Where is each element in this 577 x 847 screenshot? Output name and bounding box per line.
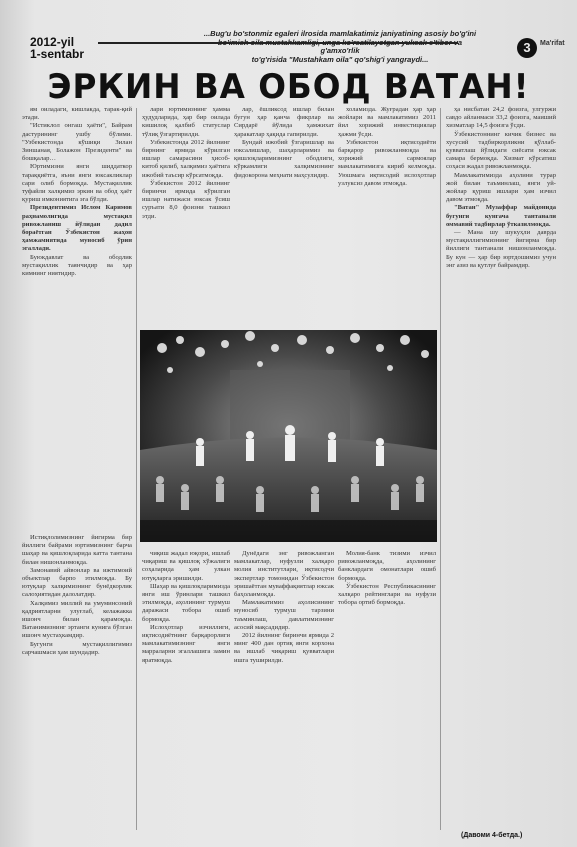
paragraph: Замонавий айвонлар ва ижтимоий объектлар барпо этилмоқда. Бу ютуқлар халқимизнинг бунёдкорлик салоҳиятидан далолатдир. <box>22 566 132 599</box>
paragraph: лар, ёшликсод ишлар билан бугун ҳар қанча фикрлар ва Сирдарё йўлида ҳамжихат ҳаракатлар ҳақида гапирилди. <box>234 106 334 138</box>
paragraph: "Истиклол онгаш ҳаёти", Байрам дастурининг ушбу бўлими. "Узбекистонда кўшиқи Зилан Зиншаная, Болажон Президенти" ва бошқалар… <box>22 122 132 163</box>
quote-line: ...Bug'u bo'stonmiz egaleri ilrosida mamlakatimiz janiyatining asosiy bo'g'ini <box>203 29 477 38</box>
issue-date <box>30 36 84 60</box>
paragraph: чиқиш жадал юқори, ишлаб чиқариш ва қишлоқ хўжалиги соҳаларида ҳам улкан ютуқларга эришилди. <box>142 550 230 582</box>
paragraph: — Мана шу шукуҳли даврда мустақиллигимизнинг йигирма бир йиллиги тантанали нишонланмоқда. Бу кун — ҳар бир юртдошимиз учун энг азиз ва қутлуғ байрамдир. <box>446 229 556 269</box>
paragraph: "Ватан" Музаффар майдонида бугунги кунгача тантанали оммавий тадбирлар ўтказилмоқда. <box>446 204 556 228</box>
paragraph: Бундай ижобий ўзгаришлар ва юксалишлар, шаҳарларимиз ва қишлоқларимизнинг ободлиги, кўркамлиги халқимизнинг фидокорона меҳнати маҳсулидир. <box>234 138 334 179</box>
concert-photo <box>140 330 437 542</box>
headline: ЭРКИН ВА ОБОД ВАТАН! <box>47 67 530 107</box>
paragraph: Мамлакатимизда аҳолини турар жой билан таъминлаш, янги уй-жойлар қуриш ишлари ҳам изчил давом этмоқда. <box>446 171 556 204</box>
paragraph: Мамлакатимиз аҳолисининг муносиб турмуш тарзини таъминлаш, давлатимизнинг асосий мақсадидир. <box>234 599 334 631</box>
paragraph: Ўзбекистон 2012 йилнинг биринчи ярмида кўрилган ишлар натижаси юксак ўсиш суръати 8,0 фоизни ташкил этди. <box>142 179 230 220</box>
paragraph: холамизда. Жуғрадан ҳар ҳар жойлари ва мамлакатимиз 2011 йил хорижий инвестициялар ҳажми ўсди. <box>338 106 436 138</box>
article-column-5 <box>446 106 556 828</box>
paragraph: лари юртимизнинг ҳамма ҳудудларида, ҳар бир оилада кишилоқ қалбиб статуслар тўлиқ ўзгартирилди. <box>142 106 230 138</box>
article-column-3-continued <box>234 550 334 830</box>
paragraph: Дунёдаги энг ривожланган мамлакатлар, нуфузли халқаро молия институтлари, иқтисодчи экспертлар томонидан Ўзбекистон эришаётган муваффақиятлар юксак баҳоланмоқда. <box>234 550 334 599</box>
paragraph: Узбекистонда 2012 йилнинг бирнинг ярмида кўрилган ишлар самарасини ҳисоб-китоб қилиб, халқимиз ҳаётига ижобий таъсир кўрсатмоқда. <box>142 138 230 179</box>
continued-note: (Давоми 4-бетда.) <box>461 832 523 839</box>
article-column-3 <box>234 106 334 326</box>
quote-line: bo'imish oila mustahkamligi, unga ko'rsatilayotgan yuksak e'tibor va g'amxo'rlik <box>217 37 463 55</box>
paragraph: Ислоҳотлар изчиллиги, иқтисодиётнинг барқарорлиги мамлакатимизнинг янги марраларни эгаллашига замин яратмоқда. <box>142 623 230 664</box>
article-column-4-continued <box>338 550 436 830</box>
date-day: 1-sentabr <box>30 47 85 61</box>
concert-stage-image <box>140 330 437 542</box>
article-column-2 <box>142 106 230 326</box>
article-column-1-continued <box>22 534 132 832</box>
date-year: 2012-yil <box>30 35 75 49</box>
paragraph: Буюкдавлат ва ободлик мустақиллик таянчидир ва ҳар кимнинг ниятидир. <box>22 253 132 278</box>
article-column-1 <box>22 106 132 530</box>
article-column-2-continued <box>142 550 230 830</box>
article-column-4 <box>338 106 436 326</box>
paragraph: ям оиладаги, кишлакда, тарак-қий этади. <box>22 106 132 122</box>
page-number: 3 <box>517 38 537 58</box>
paragraph: Ўзбекистоннинг кичик бизнес ва хусусий тадбиркорликни қўллаб-қувватлаш йўлидаги сиёсати юксак самара бермоқда. Хизмат кўрсатиш соҳаси жадал ривожланмоқда. <box>446 130 556 171</box>
column-divider <box>440 108 441 830</box>
paragraph: Узбекистон иқтисодиёти барқарор ривожланмоқда ва хорижий сармоялар мамлакатимизга кириб келмоқда. Уюшмага иқтисодий ислоҳотлар узлуксиз давом этмоқда. <box>338 138 436 187</box>
page-header <box>20 16 565 64</box>
paragraph: Бугунги мустақиллигимиз сарчашмаси ҳам шундадир. <box>22 640 132 656</box>
quote-line: to'g'risida "Mustahkam oila" qo'shig'i yangraydi... <box>251 54 429 64</box>
header-quote <box>200 30 480 64</box>
masthead: Ma'rifat <box>540 40 565 47</box>
paragraph: Молия-банк тизими изчил ривожланмоқда, аҳолининг банклардаги омонатлари ошиб бормоқда. <box>338 550 436 582</box>
paragraph: Президентимиз Ислом Каримов раҳнамолигида мустақил ривожланиш йўлидан дадил бораётган Ўзбекистон жаҳон ҳамжамиятида муносиб ўрин эгаллади. <box>22 204 132 253</box>
column-divider <box>136 108 137 830</box>
paragraph: Юртимизни янги шиддаткор тараққиётга, яъни янги юксакликлар сари олиб бормоқда. Мустақиллик туфайли халқимиз эркин ва обод ҳаёт қуриш имкониятига эга бўлди. <box>22 163 132 204</box>
paragraph: 2012 йилнинг биринчи ярмида 2 минг 400 дан ортиқ янги корхона ва ишлаб чиқариш қувватлари ишга туширилди. <box>234 632 334 664</box>
paragraph: Ўзбекистон Республикасининг халқаро рейтинглари ва нуфузи тобора ортиб бормоқда. <box>338 582 436 607</box>
paragraph: Шаҳар ва қишлоқларимизда янги иш ўринлари ташкил этилмоқда, аҳолининг турмуш даражаси тобора ошиб бормоқда. <box>142 582 230 623</box>
paragraph: Истиқлолимизнинг йигирма бир йиллиги байрами юртимизнинг барча шаҳар ва қишлоқларида катта тантана билан нишонланмоқда. <box>22 534 132 566</box>
paragraph: ҳа нисбатан 24,2 фоизга, улгуржи савдо айланмаси 33,2 фоизга, маиший хизматлар 14,5 фоизга ўсди. <box>446 106 556 130</box>
paragraph: Халқимиз миллий ва умуминсоний қадриятларни улуғлаб, келажакка ишонч билан қарамоқда. Ватанимизнинг эртанги кунига бўлган ишонч мустаҳкамдир. <box>22 599 132 640</box>
